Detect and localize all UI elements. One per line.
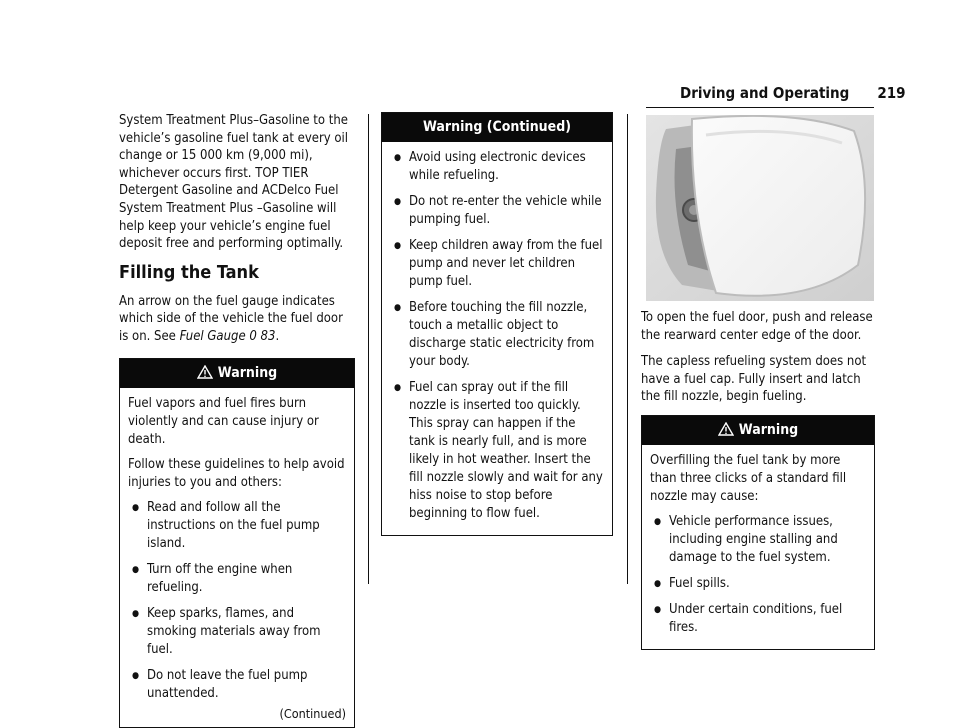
warning-bullet: ● Before touching the fill nozzle, touch a metallic object to discharge static electricity from your body. — [390, 299, 604, 371]
warning-bullet: ● Turn off the engine when refueling. — [128, 561, 346, 597]
column-divider-1 — [368, 114, 369, 584]
xref-arrow-icon: 0 — [249, 328, 257, 344]
warning-bullet: ● Do not leave the fuel pump unattended. — [128, 667, 346, 703]
warning-header — [642, 416, 874, 445]
capless-refueling-text: The capless refueling system does not have a fuel cap. Fully insert and latch the fill nozzle, begin fueling. — [641, 354, 867, 405]
warning-bullet: ● Read and follow all the instructions on the fuel pump island. — [128, 499, 346, 553]
warning-text: Follow these guidelines to help avoid injuries to you and others: — [128, 456, 345, 490]
warning-bullet: ● Keep sparks, flames, and smoking materials away from fuel. — [128, 605, 346, 659]
fuel-door-illustration — [646, 115, 874, 301]
header-rule — [646, 107, 874, 108]
warning-bullet: ● Avoid using electronic devices while refueling. — [390, 149, 604, 185]
column-1 — [119, 112, 355, 728]
warning-bullet: ● Do not re-enter the vehicle while pumping fuel. — [390, 193, 604, 229]
warning-title: Warning — [738, 421, 799, 438]
page-number: 219 — [877, 84, 906, 102]
warning-header — [120, 359, 354, 388]
fuel-gauge-link[interactable] — [180, 329, 276, 344]
warning-body — [642, 445, 874, 649]
warning-box-1 — [119, 358, 355, 728]
warning-box-2 — [381, 112, 613, 536]
warning-bullet: ● Vehicle performance issues, including engine stalling and damage to the fuel system. — [650, 513, 866, 567]
warning-bullet: ● Keep children away from the fuel pump and never let children pump fuel. — [390, 237, 604, 291]
warning-text: Overfilling the fuel tank by more than three clicks of a standard fill nozzle may cause: — [650, 452, 847, 504]
warning-body — [382, 142, 612, 535]
warning-box-3 — [641, 415, 875, 650]
paragraph-text: An arrow on the fuel gauge indicates which side of the vehicle the fuel door is on. See — [119, 293, 343, 344]
xref-label: Fuel Gauge — [179, 328, 246, 344]
warning-header: Warning (Continued) — [382, 113, 612, 142]
warning-bullet: ● Fuel can spray out if the fill nozzle is inserted too quickly. This spray can happen if the tank is nearly full, and is more likely in hot weather. Insert the fill nozzle slowly and wait for any hiss noise to stop before beginning to flow fuel. — [390, 379, 604, 523]
warning-list — [390, 149, 604, 523]
column-divider-2 — [627, 114, 628, 584]
fuel-door-paragraph — [119, 293, 355, 346]
warning-bullet: ● Fuel spills. — [650, 575, 866, 593]
warning-bullet: ● Under certain conditions, fuel fires. — [650, 601, 866, 637]
warning-text: Fuel vapors and fuel fires burn violently and can cause injury or death. — [128, 395, 319, 447]
warning-triangle-icon — [197, 365, 213, 379]
running-header — [680, 84, 906, 102]
warning-title: Warning — [217, 364, 278, 381]
column-2 — [381, 112, 613, 536]
xref-page: 83 — [260, 328, 276, 344]
warning-body — [120, 388, 354, 727]
paragraph-end: . — [275, 328, 280, 344]
column-3 — [641, 309, 879, 650]
warning-triangle-icon — [718, 422, 734, 436]
section-title: Driving and Operating — [680, 84, 850, 102]
fuel-door-photo — [646, 115, 874, 301]
warning-list — [650, 513, 866, 637]
continued-label: (Continued) — [279, 705, 346, 721]
section-heading: Filling the Tank — [119, 261, 259, 283]
fuel-door-instructions: To open the fuel door, push and release the rearward center edge of the door. — [641, 310, 873, 343]
warning-list — [128, 499, 346, 703]
intro-paragraph: System Treatment Plus–Gasoline to the vehicle’s gasoline fuel tank at every oil change or 15 000 km (9,000 mi), whichever occurs first. TOP TIER Detergent Gasoline and ACDelco Fuel System Treatment Plus –Gasoline will help keep your vehicle’s engine fuel deposit free and performing optimally. — [119, 113, 349, 252]
